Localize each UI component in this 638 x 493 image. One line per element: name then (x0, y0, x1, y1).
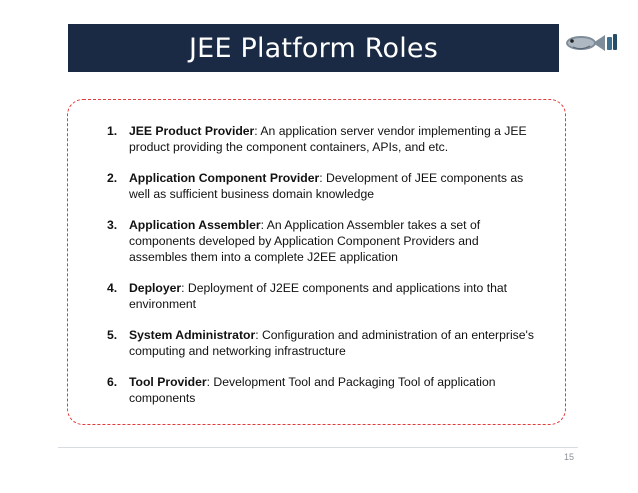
role-description: : Development Tool and Packaging Tool of application components (129, 375, 496, 405)
slide-title: JEE Platform Roles (189, 32, 438, 64)
role-text (129, 280, 537, 312)
list-item (107, 123, 537, 155)
role-text (129, 123, 537, 155)
role-text (129, 170, 537, 202)
role-description: : An application server vendor implementing a JEE product providing the component containers, APIs, and etc. (129, 124, 527, 154)
list-item (107, 327, 537, 359)
role-description: : Development of JEE components as well as sufficient business domain knowledge (129, 171, 524, 201)
role-description: : Deployment of J2EE components and applications into that environment (129, 281, 508, 311)
role-number: 3. (107, 218, 118, 232)
role-number: 1. (107, 124, 118, 138)
role-text (129, 327, 537, 359)
role-name: Tool Provider (129, 375, 207, 389)
footer-divider (58, 447, 578, 448)
fish-logo-icon (563, 30, 619, 56)
role-description: : Configuration and administration of an enterprise's computing and networking infrastructure (129, 328, 534, 358)
role-number: 2. (107, 171, 118, 185)
list-item (107, 217, 537, 265)
role-name: Application Assembler (129, 218, 261, 232)
title-bar (68, 24, 559, 72)
role-text (129, 374, 537, 406)
role-number: 5. (107, 328, 118, 342)
role-text (129, 217, 537, 265)
role-number: 6. (107, 375, 118, 389)
role-list (107, 123, 537, 421)
role-name: Deployer (129, 281, 182, 295)
list-item (107, 374, 537, 406)
list-item (107, 170, 537, 202)
role-name: System Administrator (129, 328, 256, 342)
role-name: JEE Product Provider (129, 124, 255, 138)
role-name: Application Component Provider (129, 171, 320, 185)
role-description: : An Application Assembler takes a set of components developed by Application Component Providers and assembles them into a complete J2EE application (129, 218, 481, 264)
role-number: 4. (107, 281, 118, 295)
page-number: 15 (564, 452, 575, 462)
list-item (107, 280, 537, 312)
